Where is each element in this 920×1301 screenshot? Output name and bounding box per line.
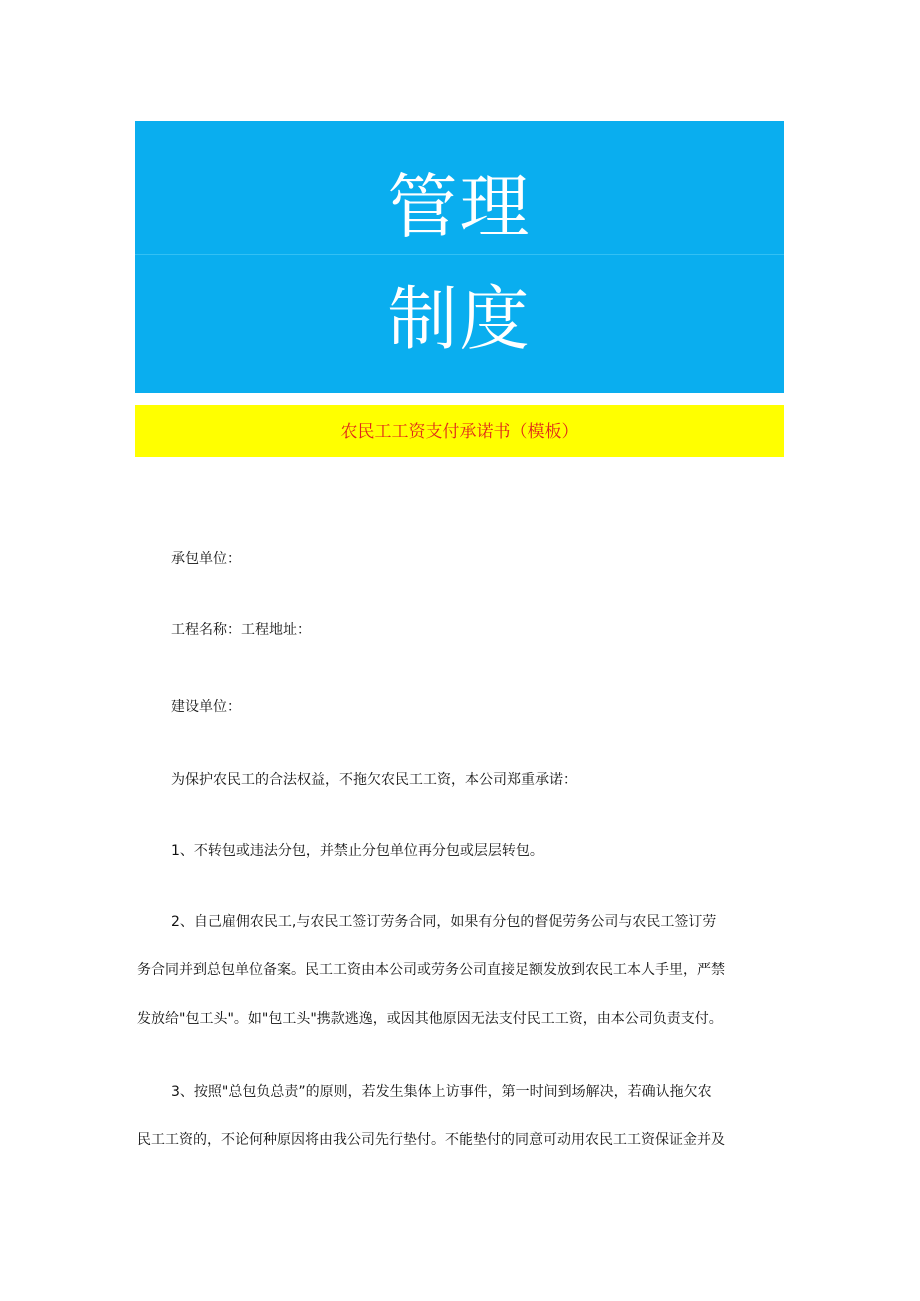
field-builder: 建设单位： <box>171 699 241 715</box>
cover-divider <box>135 254 784 255</box>
clause-2-line-1: 2、自己雇佣农民工,与农民工签订劳务合同，如果有分包的督促劳务公司与农民工签订劳 <box>171 914 717 930</box>
field-project: 工程名称：工程地址： <box>171 622 311 638</box>
clause-3-line-2: 民工工资的，不论何种原因将由我公司先行垫付。不能垫付的同意可动用农民工工资保证金并及 <box>137 1132 725 1148</box>
field-contractor: 承包单位： <box>171 551 241 567</box>
cover-title-line-1: 管理 <box>387 166 532 248</box>
cover-banner <box>135 121 784 393</box>
clause-1: 1、不转包或违法分包，并禁止分包单位再分包或层层转包。 <box>171 843 544 859</box>
cover-title-line-2: 制度 <box>387 278 532 360</box>
clause-2-line-2: 务合同并到总包单位备案。民工工资由本公司或劳务公司直接足额发放到农民工本人手里，严禁 <box>137 962 725 978</box>
clause-2-line-3: 发放给"包工头"。如"包工头"携款逃逸，或因其他原因无法支付民工工资，由本公司负责支付。 <box>137 1011 723 1027</box>
subtitle-band <box>135 405 784 457</box>
clause-3-line-1: 3、按照"总包负总责”的原则，若发生集体上访事件，第一时间到场解决，若确认拖欠农 <box>171 1084 712 1100</box>
intro-paragraph: 为保护农民工的合法权益，不拖欠农民工工资，本公司郑重承诺： <box>171 772 577 788</box>
document-subtitle: 农民工工资支付承诺书（模板） <box>340 422 579 442</box>
